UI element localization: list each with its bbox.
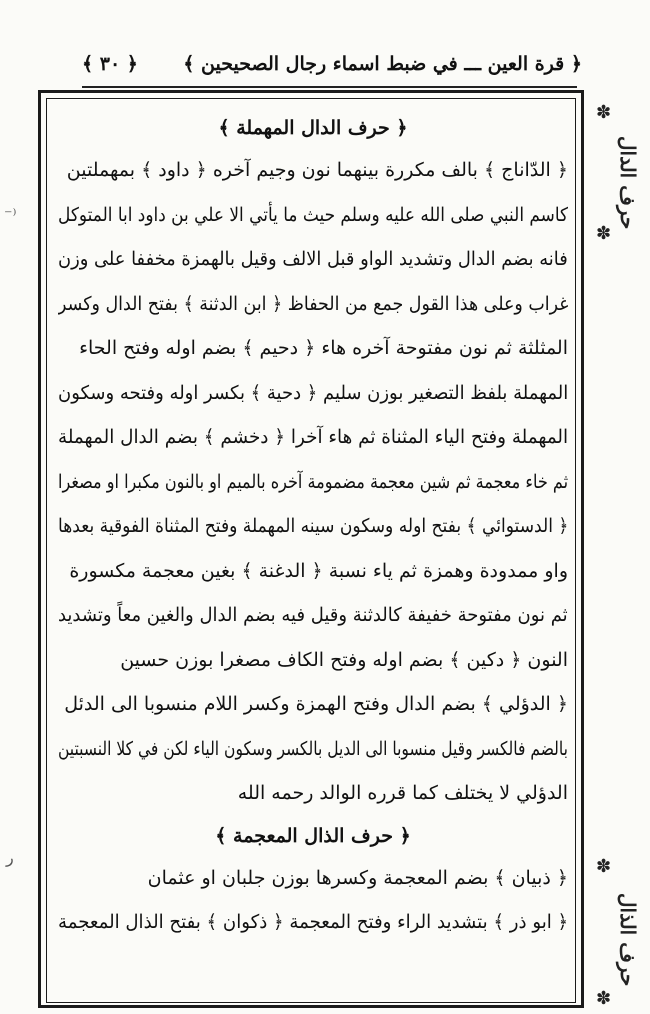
text-line: المثلثة ثم نون مفتوحة آخره هاء ﴿ دحيم ﴾ بضم اوله وفتح الحاء: [79, 337, 568, 359]
text-line: النون ﴿ دكين ﴾ بضم اوله وفتح الكاف مصغرا بوزن حسين: [120, 648, 568, 671]
text-line: الدؤلي لا يختلف كما قرره الوالد رحمه الله: [237, 782, 568, 804]
text-line: ﴿ ابو ذر ﴾ بتشديد الراء وفتح المعجمة ﴿ ذكوان ﴾ بفتح الذال المعجمة: [58, 911, 568, 933]
text-line: واو ممدودة وهمزة ثم ياء نسبة ﴿ الدغنة ﴾ بغين معجمة مكسورة: [69, 559, 568, 582]
flower-ornament-icon: ✽: [596, 102, 612, 123]
text-line: ثم نون مفتوحة خفيفة كالدثنة وقيل فيه بضم الدال والغين معاً وتشديد: [58, 604, 568, 626]
section-heading-dal: ﴿ حرف الدال المهملة ﴾: [218, 117, 408, 139]
text-line: ﴿ الدّاناج ﴾ بالف مكررة بينهما نون وجيم آخره ﴿ داود ﴾ بمهملتين: [66, 159, 568, 181]
text-line: ﴿ الدؤلي ﴾ بضم الدال وفتح الهمزة وكسر اللام منسوبا الى الدئل: [64, 693, 568, 715]
page-number: ﴿ ٣٠ ﴾: [82, 53, 138, 75]
text-line: غراب وعلى هذا القول جمع من الحفاظ ﴿ ابن الدثنة ﴾ بفتح الدال وكسر: [58, 292, 568, 315]
text-line: ثم خاء معجمة ثم شين معجمة مضمومة آخره بالميم او بالنون مكبرا او مصغرا: [58, 470, 568, 493]
text-line: ﴿ الدستوائي ﴾ بفتح اوله وسكون سينه المهملة وفتح المثناة الفوقية بعدها: [58, 515, 568, 537]
flower-ornament-icon: ✽: [596, 856, 612, 877]
text-body: [58, 108, 568, 945]
section-heading-dhal: ﴿ حرف الذال المعجمة ﴾: [215, 824, 411, 847]
text-line: فانه بضم الدال وتشديد الواو قبل الالف وقيل بالهمزة مخففا على وزن: [58, 248, 568, 270]
text-line: المهملة وفتح الياء المثناة ثم هاء آخرا ﴿ دخشم ﴾ بضم الدال المهملة: [58, 426, 568, 448]
flower-ornament-icon: ✽: [596, 223, 612, 244]
margin-note-dhal: حرف الذال: [616, 893, 640, 987]
header-rule: [82, 86, 577, 88]
scan-mark-left: ر: [6, 848, 14, 867]
text-line: ﴿ ذبيان ﴾ بضم المعجمة وكسرها بوزن جلبان او عثمان: [147, 866, 568, 889]
text-line: بالضم فالكسر وقيل منسوبا الى الديل بالكسر وسكون الياء لكن في كلا النسبتين: [58, 737, 568, 760]
running-header: [82, 40, 582, 88]
margin-note-dal: حرف الدال: [616, 136, 640, 230]
book-title: ﴿ قرة العين ـــ في ضبط اسماء رجال الصحيحين ﴾: [183, 53, 582, 75]
flower-ornament-icon: ✽: [596, 988, 612, 1009]
text-line: المهملة بلفظ التصغير بوزن سليم ﴿ دحية ﴾ بكسر اوله وفتحه وسكون: [58, 381, 568, 404]
scan-mark-left: ⁻⁾: [4, 205, 17, 224]
text-line: كاسم النبي صلى الله عليه وسلم حيث ما يأتي الا علي بن داود ابا المتوكل: [58, 203, 568, 226]
